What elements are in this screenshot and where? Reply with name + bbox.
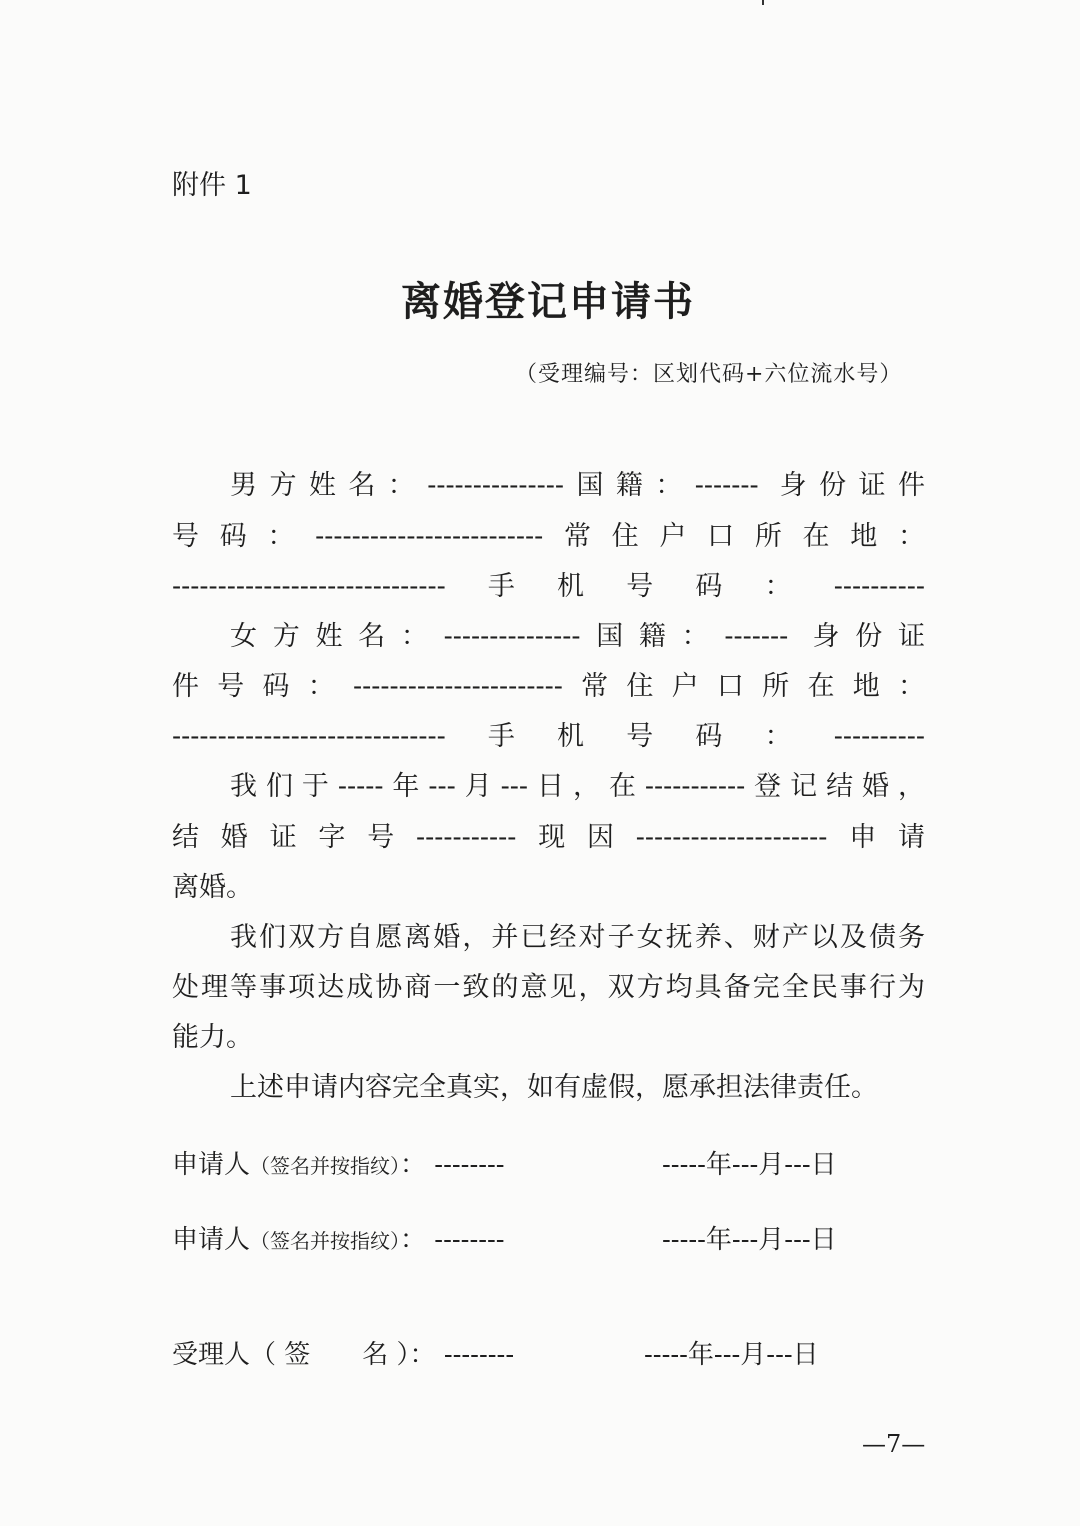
male-id-line: 号码：-------------------------常住户口所在地： <box>172 521 925 552</box>
colon: ： <box>400 1225 427 1255</box>
signature-blank: -------- <box>443 1340 515 1370</box>
acceptance-number-note: （受理编号：区划代码+六位流水号） <box>515 362 903 387</box>
applicant-signature-1 <box>172 1150 837 1180</box>
marriage-cert-line: 结婚证字号-----------现因---------------------申请 <box>172 822 925 853</box>
signature-date: -----年---月---日 <box>644 1340 819 1370</box>
page-number: —7— <box>862 1430 926 1458</box>
female-id-line: 件号码：-----------------------常住户口所在地： <box>172 671 925 702</box>
female-name-line: 女方姓名：---------------国籍：------- 身份证 <box>230 621 925 652</box>
agreement-line-1: 我们双方自愿离婚，并已经对子女抚养、财产以及债务 <box>230 922 925 953</box>
colon: ： <box>409 1340 436 1370</box>
signature-blank: -------- <box>434 1225 505 1255</box>
document-title: 离婚登记申请书 <box>401 278 695 325</box>
signature-note: （签名并按指纹） <box>250 1154 401 1178</box>
signature-label: 申请人 <box>172 1225 251 1255</box>
agreement-line-3: 能力。 <box>172 1022 253 1053</box>
marriage-date-line: 我们于-----年---月---日，在-----------登记结婚， <box>230 771 925 802</box>
female-phone-line: ------------------------------手机号码：---------- <box>172 721 925 752</box>
agreement-line-2: 处理等事项达成协商一致的意见，双方均具备完全民事行为 <box>172 972 925 1003</box>
attachment-label: 附件 1 <box>172 170 252 201</box>
colon: ： <box>400 1150 427 1180</box>
male-name-line: 男方姓名：---------------国籍：------- 身份证件 <box>230 470 925 501</box>
truth-statement: 上述申请内容完全真实，如有虚假，愿承担法律责任。 <box>230 1072 878 1103</box>
signature-date: -----年---月---日 <box>662 1225 837 1255</box>
male-phone-line: ------------------------------手机号码：---------- <box>172 571 925 602</box>
signature-note: （签名并按指纹） <box>250 1229 401 1253</box>
signature-label: 申请人 <box>172 1150 251 1180</box>
divorce-line: 离婚。 <box>172 872 253 903</box>
registrar-signature <box>172 1340 819 1370</box>
applicant-signature-2 <box>172 1225 837 1255</box>
signature-date: -----年---月---日 <box>662 1150 837 1180</box>
signature-label: 受理人 <box>172 1340 251 1370</box>
signature-note: （ 签 名 ） <box>250 1340 410 1370</box>
signature-blank: -------- <box>434 1150 505 1180</box>
scan-mark <box>762 0 764 5</box>
